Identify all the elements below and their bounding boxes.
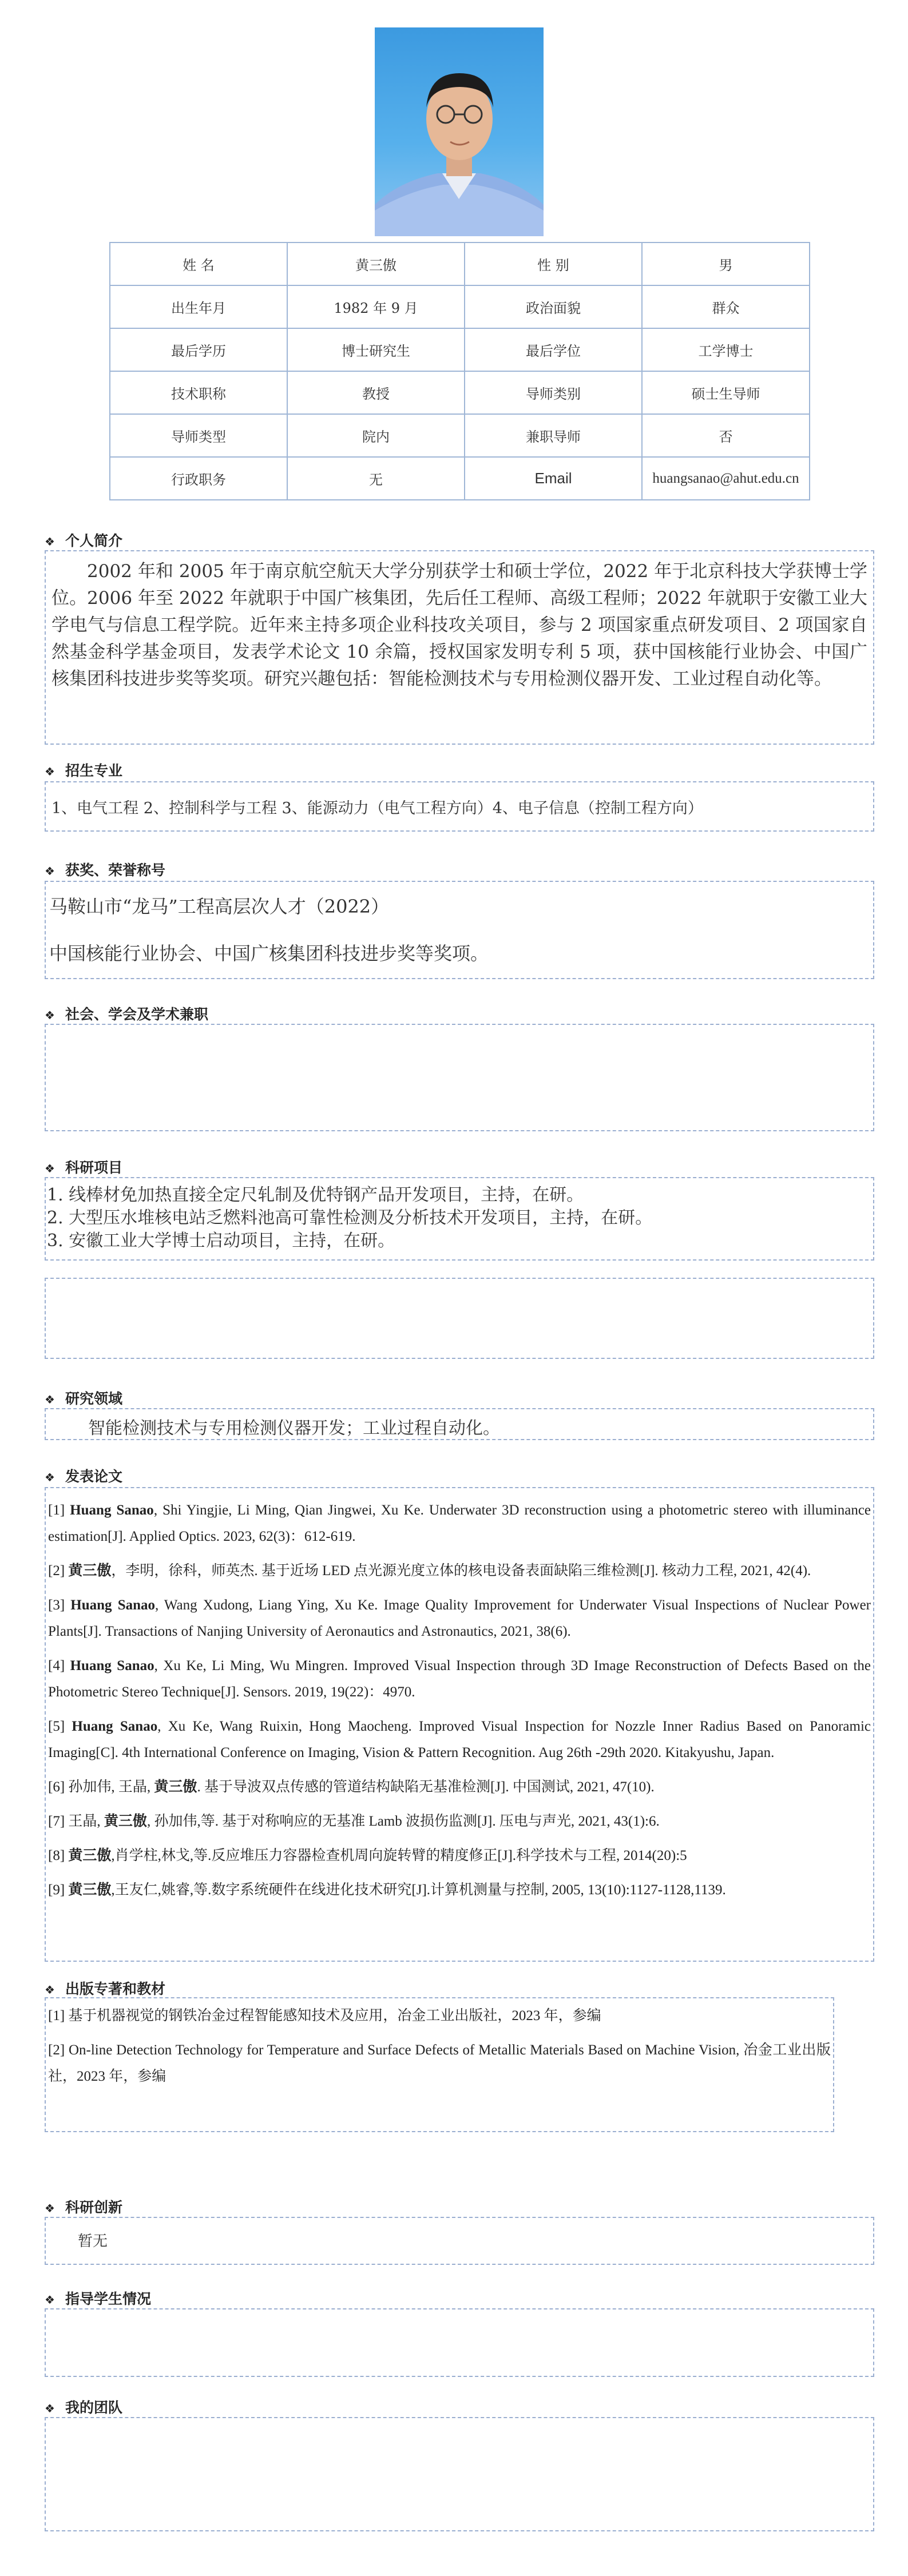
paper-author: Huang Sanao bbox=[72, 1719, 158, 1734]
paper-number: [8] bbox=[48, 1848, 65, 1863]
diamond-bullet-icon: ❖ bbox=[45, 2402, 55, 2415]
team-box bbox=[45, 2417, 874, 2531]
paper-citation: , Xu Ke, Li Ming, Wu Mingren. Improved Visual Inspection through 3D Image Reconstruction of Defects Based on the Photometric Stereo Technique[J]. Sensors. 2019, 19(22)：4970. bbox=[48, 1658, 871, 1700]
paper-coauthors: 孙加伟, 王晶, bbox=[68, 1779, 154, 1795]
students-box bbox=[45, 2308, 874, 2377]
paper-author: 黄三傲 bbox=[154, 1779, 197, 1795]
diamond-bullet-icon: ❖ bbox=[45, 2201, 55, 2215]
paper-author: 黄三傲 bbox=[104, 1814, 147, 1829]
diamond-bullet-icon: ❖ bbox=[45, 765, 55, 778]
label-education: 最后学历 bbox=[110, 328, 287, 371]
intro-text: 2002 年和 2005 年于南京航空航天大学分别获学士和硕士学位，2022 年于北京科技大学获博士学位。2006 年至 2022 年就职于中国广核集团，先后任工程师、高级工程师；2022 年就职于安徽工业大学电气与信息工程学院。近年来主持多项企业科技攻关项目，参与 2 项国家重点研发项目、2 项国家自然基金科学基金项目，发表学术论文 10 余篇，授权国家发明专利 5 项，获中国核能行业协会、中国广核集团科技进步奖等奖项。研究兴趣包括：智能检测技术与专用检测仪器开发、工业过程自动化等。 bbox=[51, 561, 867, 689]
diamond-bullet-icon: ❖ bbox=[45, 1983, 55, 1997]
paper-number: [9] bbox=[48, 1882, 65, 1898]
paper-item bbox=[48, 1808, 871, 1835]
paper-item bbox=[48, 1558, 871, 1584]
label-admin-post: 行政职务 bbox=[110, 457, 287, 500]
value-birth: 1982 年 9 月 bbox=[287, 285, 465, 328]
value-supervisor-category: 硕士生导师 bbox=[642, 371, 810, 414]
society-box bbox=[45, 1024, 874, 1131]
paper-item bbox=[48, 1592, 871, 1645]
section-title-books: ❖ 出版专著和教材 bbox=[45, 1981, 165, 1997]
email-link[interactable]: huangsanao@ahut.edu.cn bbox=[642, 457, 810, 500]
label-birth: 出生年月 bbox=[110, 285, 287, 328]
paper-citation: , 孙加伟,等. 基于对称响应的无基准 Lamb 波损伤监测[J]. 压电与声光, 2021, 43(1):6. bbox=[146, 1814, 660, 1829]
diamond-bullet-icon: ❖ bbox=[45, 1470, 55, 1484]
section-title-innovation: ❖ 科研创新 bbox=[45, 2199, 122, 2216]
label-part-time: 兼职导师 bbox=[465, 414, 642, 457]
paper-author: 黄三傲 bbox=[68, 1563, 112, 1579]
paper-number: [6] bbox=[48, 1779, 65, 1795]
profile-table bbox=[109, 242, 810, 500]
value-gender: 男 bbox=[642, 243, 810, 285]
paper-coauthors: 王晶, bbox=[68, 1814, 104, 1829]
table-row bbox=[110, 243, 810, 285]
innovation-text: 暂无 bbox=[78, 2233, 108, 2250]
project-item: 3. 安徽工业大学博士启动项目，主持，在研。 bbox=[47, 1231, 395, 1251]
label-title: 技术职称 bbox=[110, 371, 287, 414]
majors-text: 1、电气工程 2、控制科学与工程 3、能源动力（电气工程方向）4、电子信息（控制工程方向） bbox=[51, 800, 703, 817]
award-item: 马鞍山市“龙马”工程高层次人才（2022） bbox=[49, 896, 390, 917]
diamond-bullet-icon: ❖ bbox=[45, 864, 55, 878]
book-item: [1] 基于机器视觉的钢铁冶金过程智能感知技术及应用，冶金工业出版社，2023 年，参编 bbox=[48, 2008, 601, 2024]
book-item: [2] On-line Detection Technology for Temperature and Surface Defects of Metallic Materials Based on Machine Vision, 冶金工业出版社，2023 年，参编 bbox=[48, 2042, 831, 2084]
diamond-bullet-icon: ❖ bbox=[45, 535, 55, 548]
label-degree: 最后学位 bbox=[465, 328, 642, 371]
fields-box bbox=[45, 1408, 874, 1440]
value-supervisor-type: 院内 bbox=[287, 414, 465, 457]
paper-citation: , Shi Yingjie, Li Ming, Qian Jingwei, Xu Ke. Underwater 3D reconstruction using a photometric stereo with illuminance estimation[J]. Applied Optics. 2023, 62(3)：612-619. bbox=[48, 1502, 871, 1544]
section-title-papers: ❖ 发表论文 bbox=[45, 1468, 122, 1485]
paper-number: [3] bbox=[48, 1597, 65, 1613]
paper-author: 黄三傲 bbox=[68, 1882, 112, 1898]
label-political: 政治面貌 bbox=[465, 285, 642, 328]
paper-citation: . 基于导波双点传感的管道结构缺陷无基准检测[J]. 中国测试, 2021, 47(10). bbox=[197, 1779, 655, 1795]
paper-number: [7] bbox=[48, 1814, 65, 1829]
table-row bbox=[110, 414, 810, 457]
diamond-bullet-icon: ❖ bbox=[45, 2293, 55, 2307]
paper-number: [5] bbox=[48, 1719, 65, 1734]
paper-number: [1] bbox=[48, 1502, 65, 1518]
section-title-intro: ❖ 个人简介 bbox=[45, 532, 122, 549]
section-title-students: ❖ 指导学生情况 bbox=[45, 2291, 151, 2307]
paper-author: 黄三傲 bbox=[68, 1848, 112, 1863]
diamond-bullet-icon: ❖ bbox=[45, 1393, 55, 1406]
innovation-box bbox=[45, 2217, 874, 2265]
project-item: 2. 大型压水堆核电站乏燃料池高可靠性检测及分析技术开发项目，主持，在研。 bbox=[47, 1208, 653, 1228]
value-title: 教授 bbox=[287, 371, 465, 414]
label-gender: 性 别 bbox=[465, 243, 642, 285]
section-title-society: ❖ 社会、学会及学术兼职 bbox=[45, 1006, 208, 1023]
paper-citation: , Xu Ke, Wang Ruixin, Hong Maocheng. Improved Visual Inspection for Nozzle Inner Radius Based on Panoramic Imaging[C]. 4th International Conference on Imaging, Vision & Pattern Recognition. Aug 26th -29th 2020. Kitakyushu, Japan. bbox=[48, 1719, 871, 1760]
section-title-awards: ❖ 获奖、荣誉称号 bbox=[45, 862, 165, 878]
paper-item bbox=[48, 1714, 871, 1766]
paper-number: [4] bbox=[48, 1658, 65, 1673]
section-title-team: ❖ 我的团队 bbox=[45, 2399, 122, 2416]
value-name: 黄三傲 bbox=[287, 243, 465, 285]
label-name: 姓 名 bbox=[110, 243, 287, 285]
section-title-projects: ❖ 科研项目 bbox=[45, 1159, 122, 1176]
label-supervisor-category: 导师类别 bbox=[465, 371, 642, 414]
table-row bbox=[110, 328, 810, 371]
paper-item bbox=[48, 1877, 871, 1903]
projects-extra-box bbox=[45, 1278, 874, 1359]
intro-box bbox=[45, 550, 874, 745]
paper-number: [2] bbox=[48, 1563, 65, 1579]
paper-citation: ,王友仁,姚睿,等.数字系统硬件在线进化技术研究[J].计算机测量与控制, 2005, 13(10):1127-1128,1139. bbox=[111, 1882, 726, 1898]
portrait-image bbox=[375, 27, 544, 236]
label-email: Email bbox=[465, 457, 642, 500]
value-education: 博士研究生 bbox=[287, 328, 465, 371]
fields-text: 智能检测技术与专用检测仪器开发；工业过程自动化。 bbox=[88, 1418, 500, 1438]
paper-item bbox=[48, 1843, 871, 1869]
diamond-bullet-icon: ❖ bbox=[45, 1008, 55, 1022]
books-box bbox=[45, 1997, 834, 2132]
project-item: 1. 线棒材免加热直接全定尺轧制及优特钢产品开发项目，主持，在研。 bbox=[47, 1185, 584, 1205]
table-row bbox=[110, 285, 810, 328]
table-row bbox=[110, 457, 810, 500]
paper-citation: ,肖学柱,林戈,等.反应堆压力容器检查机周向旋转臂的精度修正[J].科学技术与工程, 2014(20):5 bbox=[111, 1848, 687, 1863]
value-part-time: 否 bbox=[642, 414, 810, 457]
section-title-majors: ❖ 招生专业 bbox=[45, 762, 122, 779]
paper-author: Huang Sanao bbox=[70, 1658, 154, 1673]
diamond-bullet-icon: ❖ bbox=[45, 1162, 55, 1175]
paper-citation: ，李明，徐科，师英杰. 基于近场 LED 点光源光度立体的核电设备表面缺陷三维检测[J]. 核动力工程, 2021, 42(4). bbox=[111, 1563, 811, 1579]
paper-author: Huang Sanao bbox=[70, 1502, 154, 1518]
label-supervisor-type: 导师类型 bbox=[110, 414, 287, 457]
projects-box bbox=[45, 1177, 874, 1261]
award-item: 中国核能行业协会、中国广核集团科技进步奖等奖项。 bbox=[49, 943, 489, 964]
awards-box bbox=[45, 881, 874, 979]
papers-box bbox=[45, 1487, 874, 1962]
section-title-fields: ❖ 研究领域 bbox=[45, 1390, 122, 1407]
paper-item bbox=[48, 1653, 871, 1706]
table-row bbox=[110, 371, 810, 414]
paper-author: Huang Sanao bbox=[70, 1597, 155, 1613]
value-admin-post: 无 bbox=[287, 457, 465, 500]
majors-box bbox=[45, 781, 874, 832]
paper-citation: , Wang Xudong, Liang Ying, Xu Ke. Image Quality Improvement for Underwater Visual Inspections of Nuclear Power Plants[J]. Transactions of Nanjing University of Aeronautics and Astronautics, 2021, 38(6). bbox=[48, 1597, 871, 1639]
value-degree: 工学博士 bbox=[642, 328, 810, 371]
paper-item bbox=[48, 1774, 871, 1800]
profile-photo bbox=[375, 27, 544, 236]
paper-item bbox=[48, 1497, 871, 1550]
value-political: 群众 bbox=[642, 285, 810, 328]
